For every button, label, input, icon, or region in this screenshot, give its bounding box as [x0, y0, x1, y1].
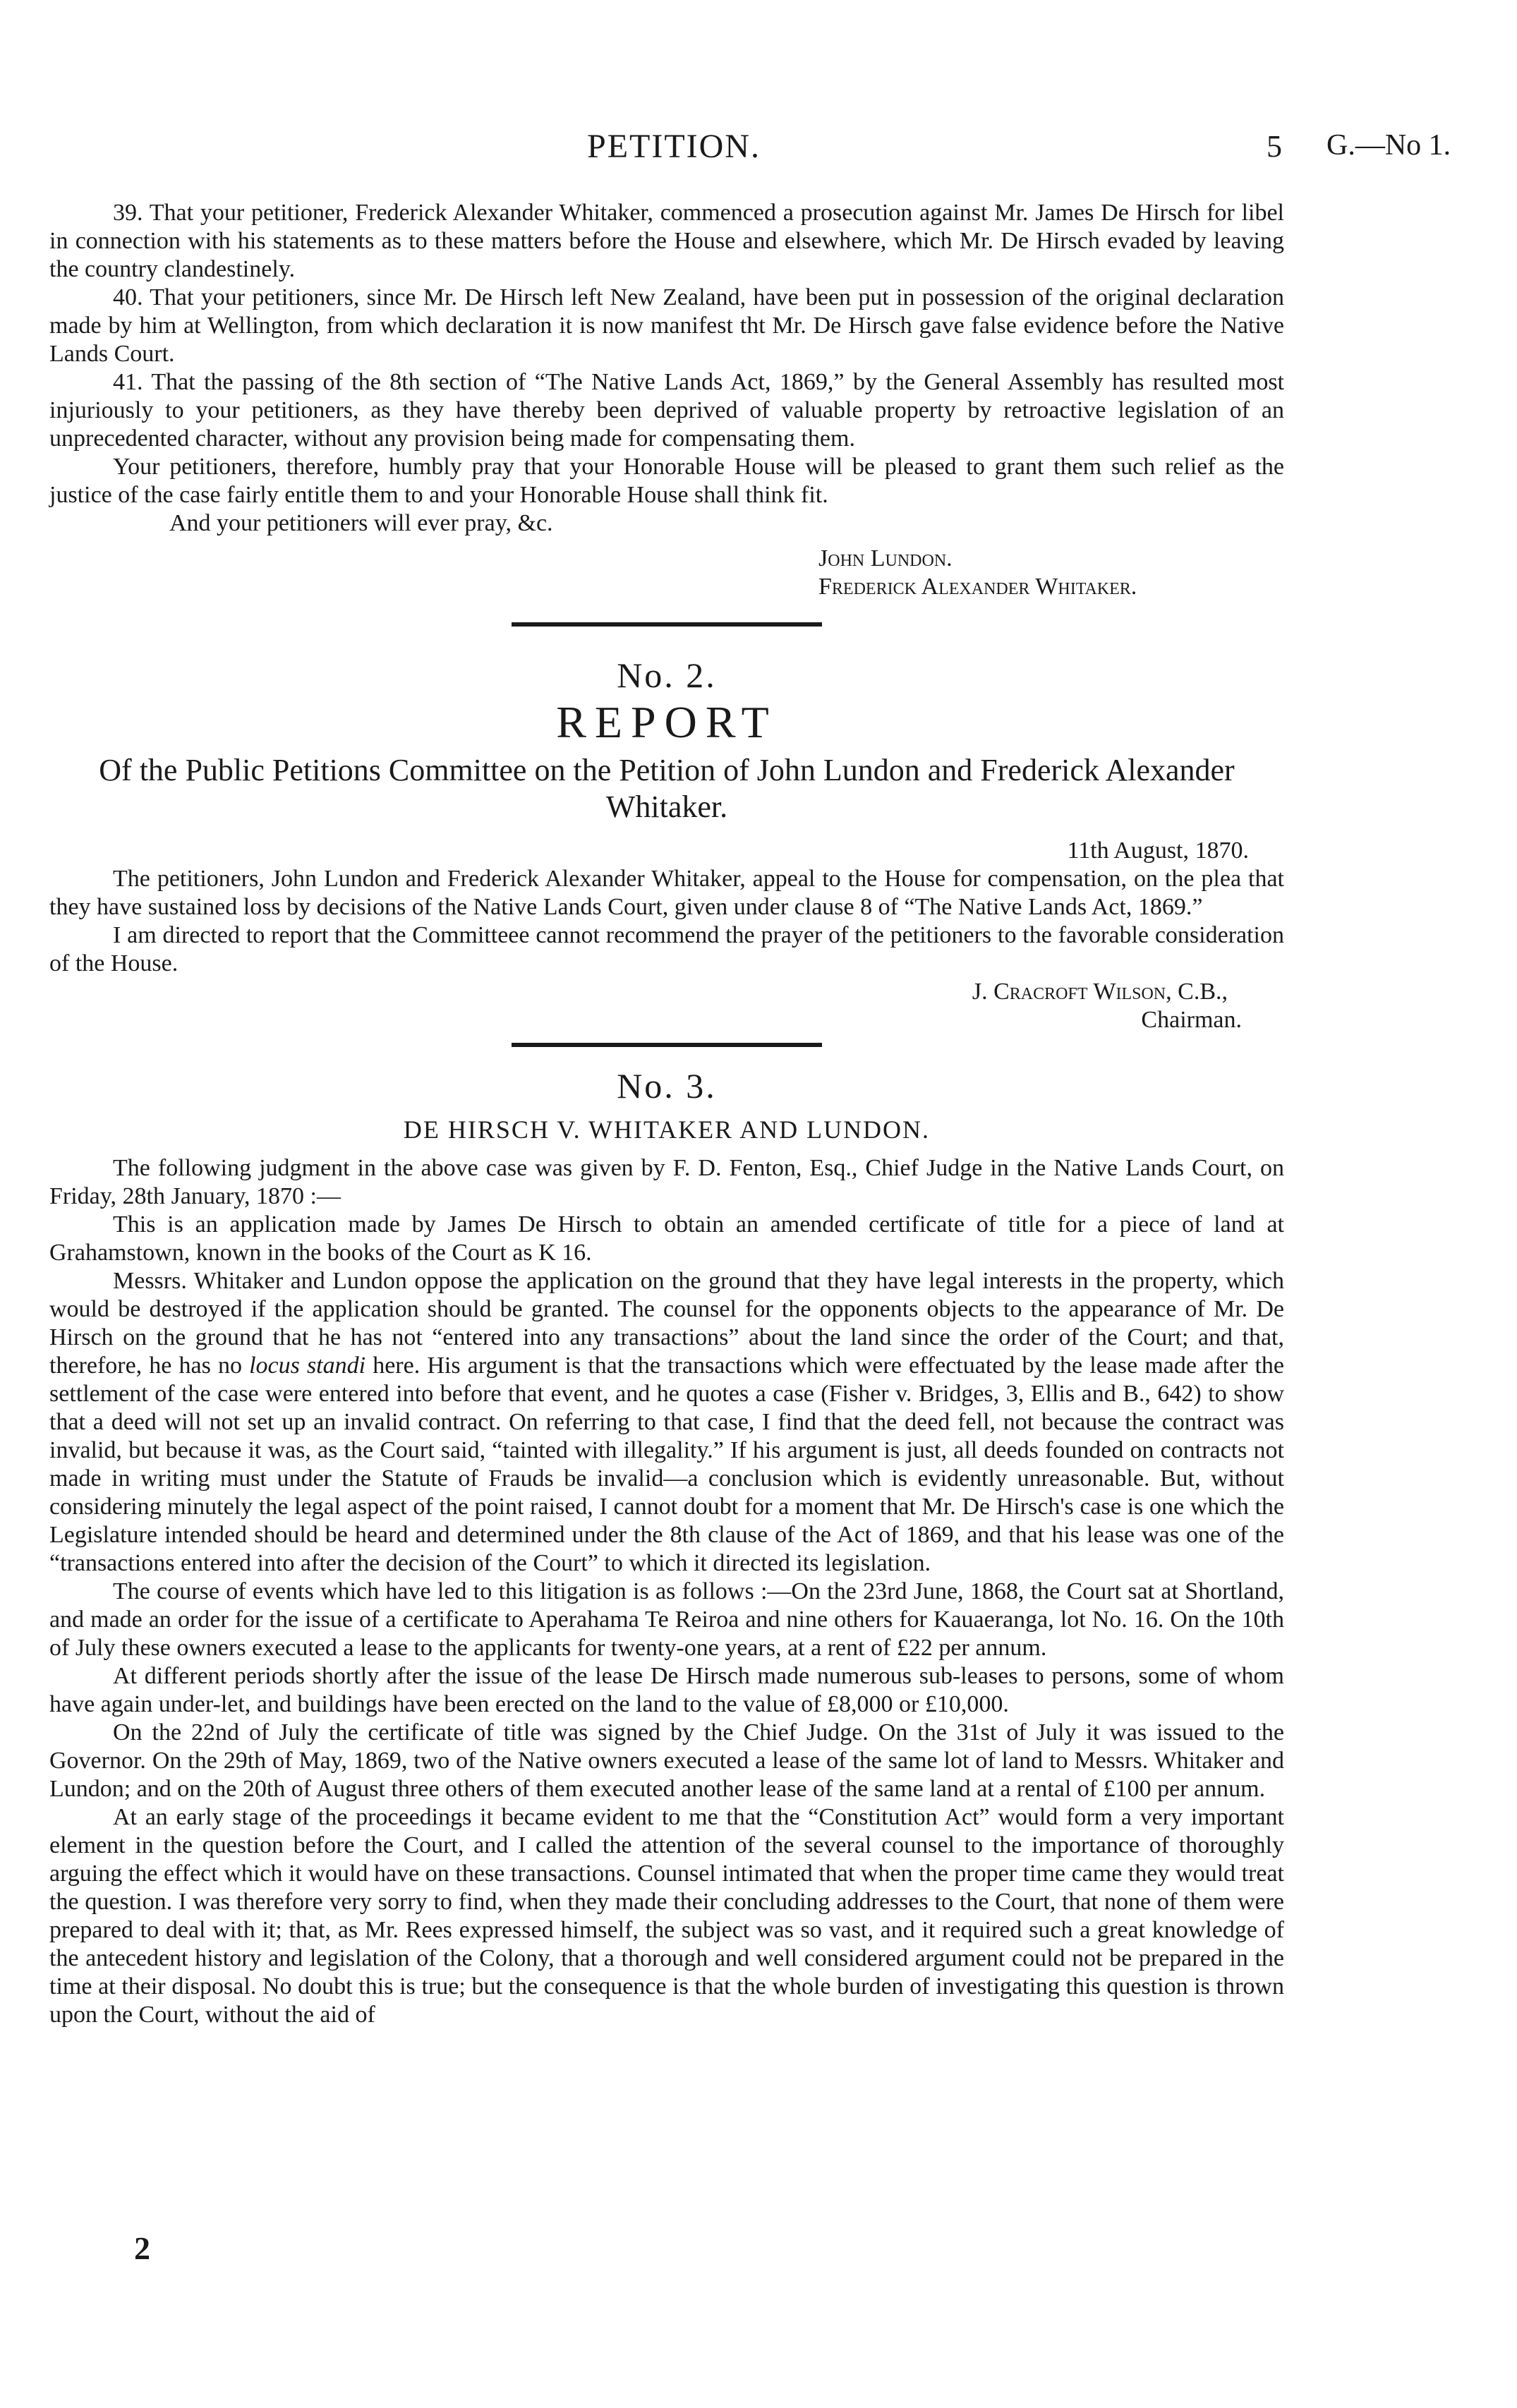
petition-continuation	[49, 199, 1284, 601]
report-section	[49, 655, 1284, 1034]
prayer-paragraph: Your petitioners, therefore, humbly pray that your Honorable House will be pleased to grant them such relief as the justice of the case fairly entitle them to and your Honorable House shall think fit.	[49, 454, 1284, 508]
signatory-whitaker: Frederick Alexander Whitaker.	[818, 574, 1137, 600]
judgment-paragraph-3: The course of events which have led to this litigation is as follows :—On the 23rd June, 1868, the Court sat at Shortland, and made an order for the issue of a certificate to Aperahama Te Reiroa and nine others for Kauaeranga, lot No. 16. On the 10th of July these owners executed a lease to the applicants for twenty-one years, at a rent of £22 per annum.	[49, 1578, 1284, 1661]
judgment-paragraph-5: On the 22nd of July the certificate of title was signed by the Chief Judge. On the 31st of July it was issued to the Governor. On the 29th of May, 1869, two of the Native owners executed a lease of the same lot of land to Messrs. Whitaker and Lundon; and on the 20th of August three others of them executed another lease of the same land at a rental of £100 per annum.	[49, 1719, 1284, 1802]
report-paragraph-2: I am directed to report that the Committeee cannot recommend the prayer of the petitioners to the favorable consideration of the House.	[49, 922, 1284, 976]
judgment-paragraph-6: At an early stage of the proceedings it became evident to me that the “Constitution Act” would form a very important element in the question before the Court, and I called the attention of the several counsel to the importance of thoroughly arguing the effect which it would have on these transactions. Counsel intimated that when the proper time came they would treat the question. I was therefore very sorry to find, when they made their concluding addresses to the Court, that none of them were prepared to deal with it; that, as Mr. Rees expressed himself, the subject was so vast, and it required such a great knowledge of the antecedent history and legislation of the Colony, that a thorough and well considered argument could not be prepared in the time at their disposal. No doubt this is true; but the consequence is that the whole burden of investigating this question is thrown upon the Court, without the aid of	[49, 1804, 1284, 2028]
judgment-paragraph-2-end: here. His argument is that the transactions which were effectuated by the lease made after the settlement of the case were entered into before that event, and he quotes a case (Fisher v. Bridges, 3, Ellis and B., 642) to show that a deed will not set up an invalid contract. On referring to that case, I find that the deed fell, not because the contract was invalid, but because it was, as the Court said, “tainted with illegality.” If his argument is just, all deeds founded on contracts not made in writing must under the Statute of Frauds be invalid—a conclusion which is evidently unreasonable. But, without considering minutely the legal aspect of the point raised, I cannot doubt for a moment that Mr. De Hirsch's case is one which the Legislature intended should be heard and determined under the 8th clause of the Act of 1869, and that his lease was one of the “transactions entered into after the decision of the Court” to which it directed its legislation.	[49, 1353, 1284, 1576]
petition-closing: And your petitioners will ever pray, &c.	[169, 510, 553, 536]
report-paragraph-1: The petitioners, John Lundon and Frederick Alexander Whitaker, appeal to the House for compensation, on the plea that they have sustained loss by decisions of the Native Lands Court, given under clause 8 of “The Native Lands Act, 1869.”	[49, 866, 1284, 920]
section-number-3: No. 3.	[617, 1066, 717, 1106]
judgment-paragraph-4: At different periods shortly after the issue of the lease De Hirsch made numerous sub-leases to persons, some of whom have again under-let, and buildings have been erected on the land to the value of £8,000 or £10,000.	[49, 1663, 1284, 1717]
judgment-intro: The following judgment in the above case was given by F. D. Fenton, Esq., Chief Judge in the Native Lands Court, on Friday, 28th January, 1870 :—	[49, 1155, 1284, 1209]
judgment-paragraph-1: This is an application made by James De Hirsch to obtain an amended certificate of title for a piece of land at Grahamstown, known in the books of the Court as K 16.	[49, 1211, 1284, 1266]
chairman-title: Chairman.	[1141, 1007, 1242, 1033]
section-divider-2	[512, 1043, 822, 1047]
paragraph-39: 39. That your petitioner, Frederick Alexander Whitaker, commenced a prosecution against Mr. James De Hirsch for libel in connection with his statements as to these matters before the House and elsewhere, which Mr. De Hirsch evaded by leaving the country clandestinely.	[49, 200, 1284, 282]
locus-standi-term: locus standi	[249, 1353, 366, 1379]
report-date: 11th August, 1870.	[1067, 837, 1249, 864]
judgment-paragraph-2	[49, 1267, 1284, 1578]
signatory-lundon: John Lundon.	[818, 545, 953, 571]
page-body	[49, 199, 1284, 2029]
chairman-signature: J. Cracroft Wilson, C.B.,	[972, 979, 1228, 1005]
report-subheading: Of the Public Petitions Committee on the Petition of John Lundon and Frederick Alexander Whitaker.	[99, 753, 1235, 824]
case-title: DE HIRSCH V. WHITAKER AND LUNDON.	[403, 1115, 931, 1144]
running-title: PETITION.	[587, 128, 761, 165]
judgment-paragraph-2-start: Messrs. Whitaker and Lundon oppose the application on the ground that they have legal interests in the property, which would be destroyed if the application should be granted. The counsel for the opponents objects to the appearance of Mr. De Hirsch on the ground that he has not “entered into any transactions” about the land since the order of the Court; and that, therefore, he has no	[49, 1268, 1284, 1379]
section-number-2: No. 2.	[617, 655, 717, 695]
report-heading: REPORT	[556, 697, 778, 747]
page-header	[0, 127, 1517, 176]
paper-reference: G.—No 1.	[1326, 129, 1451, 162]
petition-signatures	[818, 545, 1284, 601]
paragraph-40: 40. That your petitioners, since Mr. De Hirsch left New Zealand, have been put in possession of the original declaration made by him at Wellington, from which declaration it is now manifest tht Mr. De Hirsch gave false evidence before the Native Lands Court.	[49, 284, 1284, 367]
paragraph-41: 41. That the passing of the 8th section of “The Native Lands Act, 1869,” by the General Assembly has resulted most injuriously to your petitioners, as they have thereby been deprived of valuable property by retroactive legislation of an unprecedented character, without any provision being made for compensating them.	[49, 369, 1284, 452]
judgment-section	[49, 1065, 1284, 2029]
folio-number: 2	[134, 2230, 150, 2266]
page-number: 5	[1267, 129, 1282, 164]
section-divider	[512, 622, 822, 627]
